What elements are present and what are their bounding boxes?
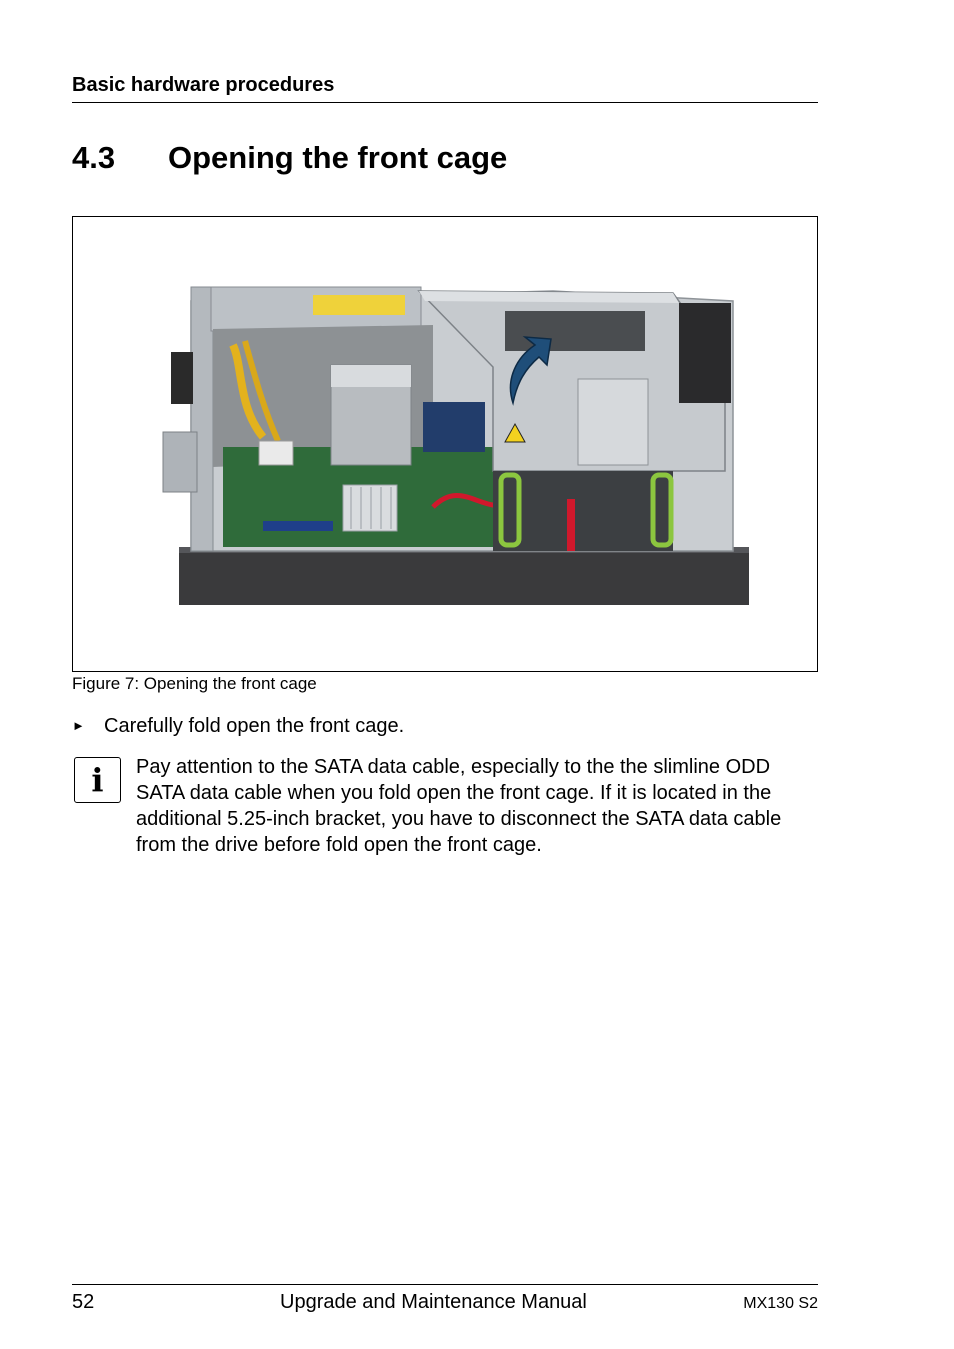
rear-connector-black (171, 352, 193, 404)
power-connector (259, 441, 293, 465)
page-number: 52 (72, 1291, 95, 1313)
section-number: 4.3 (72, 140, 116, 175)
footer-rule (72, 1284, 818, 1285)
psu-label (313, 295, 405, 315)
rear-panel (191, 287, 213, 551)
running-header-title: Basic hardware procedures (72, 74, 335, 96)
step-text: Carefully fold open the front cage. (104, 715, 405, 737)
cage-opening (505, 311, 645, 351)
memory-slots (423, 402, 485, 452)
hdd-red-cable (567, 499, 575, 551)
step-item (72, 713, 818, 739)
footer-model: MX130 S2 (743, 1295, 818, 1312)
section-title: Opening the front cage (168, 140, 508, 175)
front-bezel (179, 547, 749, 605)
server-illustration (73, 217, 817, 671)
running-header (72, 72, 818, 103)
front-cage-top-rim (419, 291, 679, 303)
cooler-top (331, 365, 411, 387)
info-icon: i (74, 757, 121, 803)
footer-manual-title: Upgrade and Maintenance Manual (280, 1291, 587, 1313)
step-bullet-icon: ► (72, 718, 85, 733)
odd-drive (679, 303, 731, 403)
pcie-slot (263, 521, 333, 531)
rear-io-left (163, 432, 197, 492)
info-note: Pay attention to the SATA data cable, especially to the the slimline ODD SATA data cable when you fold open the front cage. If it is located in the additional 5.25-inch bracket, you have to disconnect the SATA data cable from the drive before fold open the front cage. (136, 756, 782, 856)
figure-frame (72, 216, 818, 672)
section-heading (72, 138, 818, 178)
figure-caption: Figure 7: Opening the front cage (72, 674, 317, 693)
cage-opening-hdd (578, 379, 648, 465)
